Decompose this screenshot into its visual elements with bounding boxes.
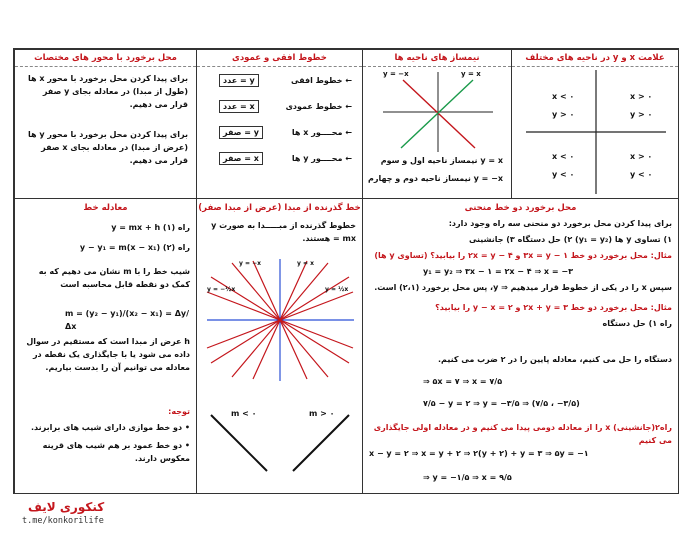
eq-line-6: • دو خط موازی دارای شیب های برابرند.: [30, 423, 190, 432]
bisector-label-pos: y = x: [461, 70, 481, 78]
hv-r3a: صفر = y: [219, 126, 263, 139]
eq-line-5: توجه:: [168, 407, 190, 416]
int-line-9: ۷/۵ − y = ۲ ⇒ y = −۳/۵ ⇒ (۷/۵ ، −۳/۵): [423, 399, 580, 408]
int-line-8: ⇒ ۵x = ۷ ⇒ x = ۷/۵: [423, 377, 503, 386]
bisectors-cell: [362, 49, 512, 199]
bisectors-header: نیمساز های ناحیه ها: [363, 50, 511, 67]
origin-lbl-g4: y = ½x: [325, 286, 349, 293]
hv-r2b: ← خطوط عمودی: [285, 102, 352, 111]
quadrant-axes: [512, 66, 679, 199]
hv-r3b: ← محــــور x ها: [291, 128, 352, 137]
slope-neg: m < ۰: [231, 409, 257, 418]
q3-y: y < ۰: [552, 170, 575, 179]
int-line-10: راه۲(جانشینی) x را از معادله دومی پیدا می کنیم و در معادله اولی جایگذاری می کنیم: [373, 423, 672, 445]
intercepts-p2: برای پیدا کردن محل برخورد با محور y ها (عرض از مبدا) در معادله بجای x صفر قرار می دهیم.: [28, 130, 188, 165]
origin-lines-header: خط گذرنده از مبدا (عرض از مبدا صفر): [198, 203, 361, 213]
hv-lines-header: خطوط افقی و عمودی: [197, 50, 362, 67]
eq-line-1: راه (۲) y − y₁ = m(x − x₁): [79, 243, 190, 252]
brand-url[interactable]: t.me/konkorilife: [22, 516, 104, 526]
int-line-2: مثال: محل برخورد دو خط ۱ − ۳x = y و ۴ − ۲x = y را بیابید؟ (تساوی y ها): [374, 251, 672, 260]
origin-lines-cell: [196, 198, 363, 494]
cheat-sheet: [13, 48, 679, 494]
hv-r4b: ← محــــور y ها: [291, 154, 352, 163]
int-line-5: مثال: محل برخورد دو خط ۳ = ۲x + y و ۲ = y − x را بیابید؟: [435, 303, 672, 312]
int-line-3: y₁ = y₂ ⇒ ۳x − ۱ = ۲x − ۴ ⇒ x = −۳: [423, 267, 573, 276]
intersection-cell: [362, 198, 679, 494]
intercepts-cell: [14, 49, 197, 199]
origin-lbl-g3: y = −½x: [207, 286, 236, 293]
int-line-11: x − y = ۲ ⇒ x = y + ۲ ⇒ ۲(y + ۲) + y = ۳ ⇒ ۵y = −۱: [369, 449, 589, 458]
int-line-12: ⇒ y = −۱/۵ ⇒ x = ۹/۵: [423, 473, 512, 482]
eq-line-2: شیب خط را با m نشان می دهیم که به کمک دو نقطه قابل محاسبه است: [38, 267, 190, 289]
intercepts-header: محل برخورد با محور های مختصات: [15, 50, 196, 67]
int-line-4: سپس x را در یکی از خطوط قرار میدهیم ⇒ y، پس محل برخورد (۲،۱) است.: [374, 283, 672, 292]
q3-x: x < ۰: [552, 152, 575, 161]
q1-x: x > ۰: [630, 92, 653, 101]
hv-r1a: عدد = y: [219, 74, 259, 87]
quadrant-signs-cell: [511, 49, 679, 199]
int-line-7: دستگاه را حل می کنیم، معادله پایین را در ۲ ضرب می کنیم.: [438, 355, 672, 364]
q4-y: y < ۰: [630, 170, 653, 179]
eq-line-0: راه (۱) y = mx + h: [111, 223, 190, 232]
eq-line-4: h عرض از مبدا است که مستقیم در سوال داده می شود یا با جایگذاری یک نقطه در معادله می توانیم آن را بدست بیاریم.: [26, 337, 190, 372]
q1-y: y > ۰: [630, 110, 653, 119]
eq-line-3: m = (y₂ − y₁)/(x₂ − x₁) = Δy/Δx: [65, 309, 190, 331]
q4-x: x > ۰: [630, 152, 653, 161]
slope-pos: m > ۰: [309, 409, 335, 418]
origin-lbl-g2: y = x: [297, 260, 314, 267]
origin-lines-graph: [197, 255, 363, 385]
int-line-1: ۱) تساوی y ها (y₁ = y₂) ۲) حل دستگاه ۳) جانشینی: [468, 235, 672, 244]
bisector-label-neg: y = −x: [383, 70, 409, 78]
line-equation-header: معادله خط: [83, 203, 128, 213]
int-line-0: برای پیدا کردن محل برخورد دو منحنی سه راه وجود دارد:: [448, 219, 672, 228]
intersection-header: محل برخورد دو خط منحنی: [464, 203, 577, 213]
brand-logo: کنکوری لایف: [28, 500, 105, 514]
hv-r2a: عدد = x: [219, 100, 259, 113]
q2-y: y > ۰: [552, 110, 575, 119]
origin-intro: خطوط گذرنده از مبـــــدا به صورت y = mx هستند.: [211, 221, 356, 243]
slope-sign-graph: [197, 407, 363, 487]
hv-r4a: صفر = x: [219, 152, 263, 165]
intercepts-p1: برای پیدا کردن محل برخورد با محور x ها (طول از مبدا) در معادله بجای y صفر قرار می دهیم.: [28, 74, 188, 109]
bisector-line1: y = x نیمساز ناحیه اول و سوم: [380, 156, 503, 165]
eq-line-7: • دو خط عمود بر هم شیب های قرینه معکوس دارند.: [42, 441, 190, 463]
int-line-6: راه ۱) حل دستگاه: [602, 319, 672, 328]
hv-r1b: ← خطوط افقی: [291, 76, 352, 85]
hv-lines-cell: [196, 49, 363, 199]
quadrant-signs-header: علامت x و y در ناحیه های مختلف: [512, 50, 678, 67]
line-equation-cell: [14, 198, 197, 494]
origin-lbl-g1: y = −x: [239, 260, 262, 267]
bisector-line2: y = −x نیمساز ناحیه دوم و چهارم: [368, 174, 503, 183]
q2-x: x < ۰: [552, 92, 575, 101]
